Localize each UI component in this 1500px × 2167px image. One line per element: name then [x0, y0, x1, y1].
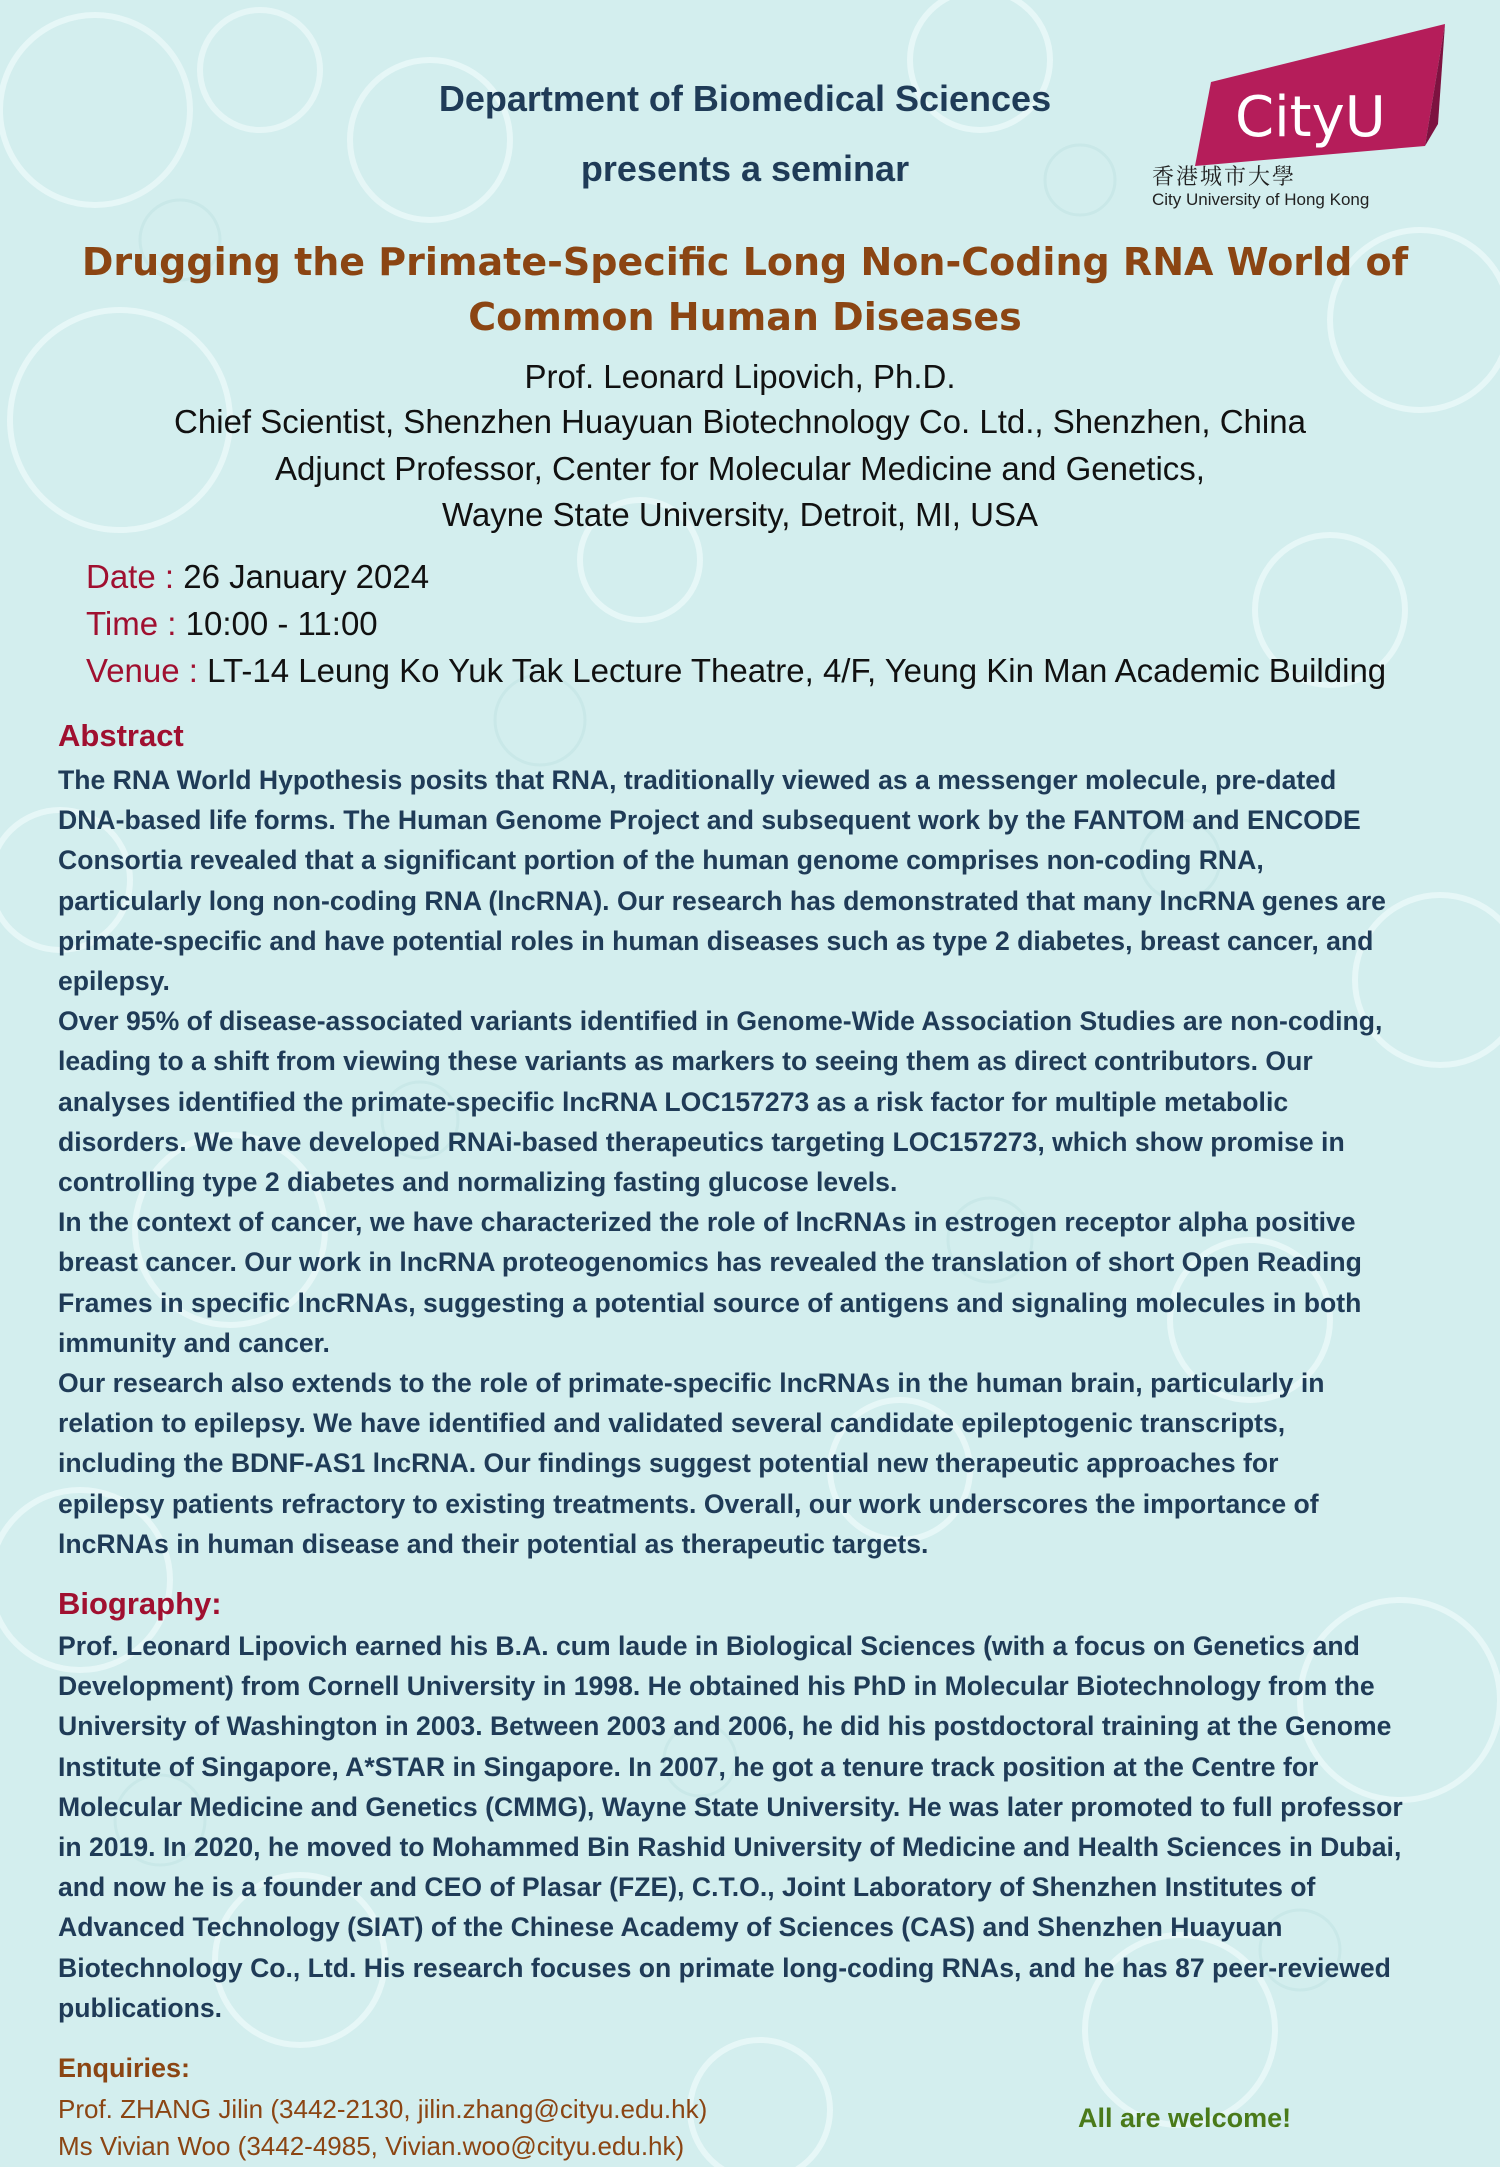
speaker-name: Prof. Leonard Lipovich, Ph.D.	[524, 358, 956, 395]
text-line: disorders. We have developed RNAi-based therapeutics targeting LOC157273, which show promise in	[58, 1126, 1345, 1157]
contact-line: Prof. ZHANG Jilin (3442-2130, jilin.zhang@cityu.edu.hk)	[58, 2094, 708, 2124]
welcome-message: All are welcome!	[1078, 2103, 1292, 2133]
biography-body	[58, 1626, 1458, 2028]
speaker-affiliation: Wayne State University, Detroit, MI, USA	[442, 496, 1038, 533]
event-date	[86, 558, 429, 596]
contact-line: Ms Vivian Woo (3442-4985, Vivian.woo@cityu.edu.hk)	[58, 2131, 685, 2161]
text-line: Frames in specific lncRNAs, suggesting a potential source of antigens and signaling molecules in both	[58, 1287, 1362, 1318]
text-line: Development) from Cornell University in 1998. He obtained his PhD in Molecular Biotechnology from the	[58, 1671, 1375, 1702]
text-line: Our research also extends to the role of primate-specific lncRNAs in the human brain, particularly in	[58, 1368, 1325, 1399]
text-line: relation to epilepsy. We have identified and validated several candidate epileptogenic transcripts,	[58, 1408, 1286, 1439]
logo-wordmark: CityU	[1235, 85, 1386, 150]
venue-label: Venue :	[86, 652, 198, 689]
venue-value: LT-14 Leung Ko Yuk Tak Lecture Theatre, 4/F, Yeung Kin Man Academic Building	[207, 652, 1387, 689]
text-line: epilepsy patients refractory to existing treatments. Overall, our work underscores the importance of	[58, 1488, 1319, 1519]
text-line: and now he is a founder and CEO of Plasar (FZE), C.T.O., Joint Laboratory of Shenzhen Institutes of	[58, 1872, 1316, 1903]
text-line: Over 95% of disease-associated variants identified in Genome-Wide Association Studies are non-coding,	[58, 1006, 1383, 1037]
logo-english-name: City University of Hong Kong	[1152, 190, 1370, 209]
abstract-body	[58, 760, 1458, 1564]
text-line: Consortia revealed that a significant portion of the human genome comprises non-coding RNA,	[58, 845, 1264, 876]
event-time	[86, 605, 378, 643]
presents-line: presents a seminar	[580, 148, 910, 189]
text-line: primate-specific and have potential roles in human diseases such as type 2 diabetes, breast cancer, and	[58, 925, 1374, 956]
text-line: particularly long non-coding RNA (lncRNA). Our research has demonstrated that many lncRNA genes are	[58, 885, 1386, 916]
date-label: Date :	[86, 558, 175, 595]
text-line: In the context of cancer, we have characterized the role of lncRNAs in estrogen receptor alpha positive	[58, 1207, 1356, 1238]
text-line: Biotechnology Co., Ltd. His research focuses on primate long-coding RNAs, and he has 87 peer-reviewed	[58, 1952, 1391, 1983]
text-line: including the BDNF-AS1 lncRNA. Our findings suggest potential new therapeutic approaches for	[58, 1448, 1279, 1479]
text-line: immunity and cancer.	[58, 1327, 330, 1358]
logo-chinese-name: 香港城市大學	[1152, 165, 1297, 190]
biography-paragraph	[58, 1626, 1458, 2028]
abstract-paragraph	[58, 1202, 1458, 1363]
text-line: in 2019. In 2020, he moved to Mohammed Bin Rashid University of Medicine and Health Sciences in Dubai,	[58, 1832, 1402, 1863]
text-line: lncRNAs in human disease and their potential as therapeutic targets.	[58, 1528, 929, 1559]
text-line: leading to a shift from viewing these variants as markers to seeing them as direct contributors. Our	[58, 1046, 1313, 1077]
abstract-paragraph	[58, 760, 1458, 1001]
time-value: 10:00 - 11:00	[185, 605, 378, 642]
text-line: University of Washington in 2003. Between 2003 and 2006, he did his postdoctoral training at the Genome	[58, 1711, 1392, 1742]
text-line: analyses identified the primate-specific lncRNA LOC157273 as a risk factor for multiple metabolic	[58, 1086, 1289, 1117]
talk-title-line2: Common Human Diseases	[468, 295, 1022, 339]
text-line: breast cancer. Our work in lncRNA proteogenomics has revealed the translation of short Open Reading	[58, 1247, 1362, 1278]
text-line: Advanced Technology (SIAT) of the Chinese Academy of Sciences (CAS) and Shenzhen Huayuan	[58, 1912, 1283, 1943]
speaker-affiliation: Adjunct Professor, Center for Molecular Medicine and Genetics,	[275, 450, 1205, 487]
text-line: DNA-based life forms. The Human Genome Project and subsequent work by the FANTOM and ENCODE	[58, 805, 1361, 836]
abstract-heading: Abstract	[58, 718, 184, 753]
department-name: Department of Biomedical Sciences	[438, 78, 1052, 119]
text-line: Institute of Singapore, A*STAR in Singapore. In 2007, he got a tenure track position at the Centre for	[58, 1751, 1319, 1782]
date-value: 26 January 2024	[183, 558, 430, 595]
text-line: controlling type 2 diabetes and normalizing fasting glucose levels.	[58, 1167, 898, 1198]
abstract-paragraph	[58, 1001, 1458, 1202]
text-line: The RNA World Hypothesis posits that RNA, traditionally viewed as a messenger molecule, pre-dated	[58, 765, 1337, 795]
biography-heading: Biography:	[58, 1586, 222, 1621]
text-line: epilepsy.	[58, 966, 170, 997]
enquiries-heading: Enquiries:	[58, 2053, 191, 2083]
time-label: Time :	[86, 605, 177, 642]
text-line: publications.	[58, 1992, 223, 2023]
event-venue	[86, 652, 1386, 690]
text-line: Molecular Medicine and Genetics (CMMG), Wayne State University. He was later promoted to full professor	[58, 1791, 1403, 1822]
speaker-affiliation: Chief Scientist, Shenzhen Huayuan Biotechnology Co. Ltd., Shenzhen, China	[174, 403, 1306, 440]
abstract-paragraph	[58, 1363, 1458, 1564]
talk-title-line1: Drugging the Primate-Specific Long Non-Coding RNA World of	[81, 240, 1409, 284]
text-line: Prof. Leonard Lipovich earned his B.A. cum laude in Biological Sciences (with a focus on Genetics and	[58, 1631, 1360, 1661]
